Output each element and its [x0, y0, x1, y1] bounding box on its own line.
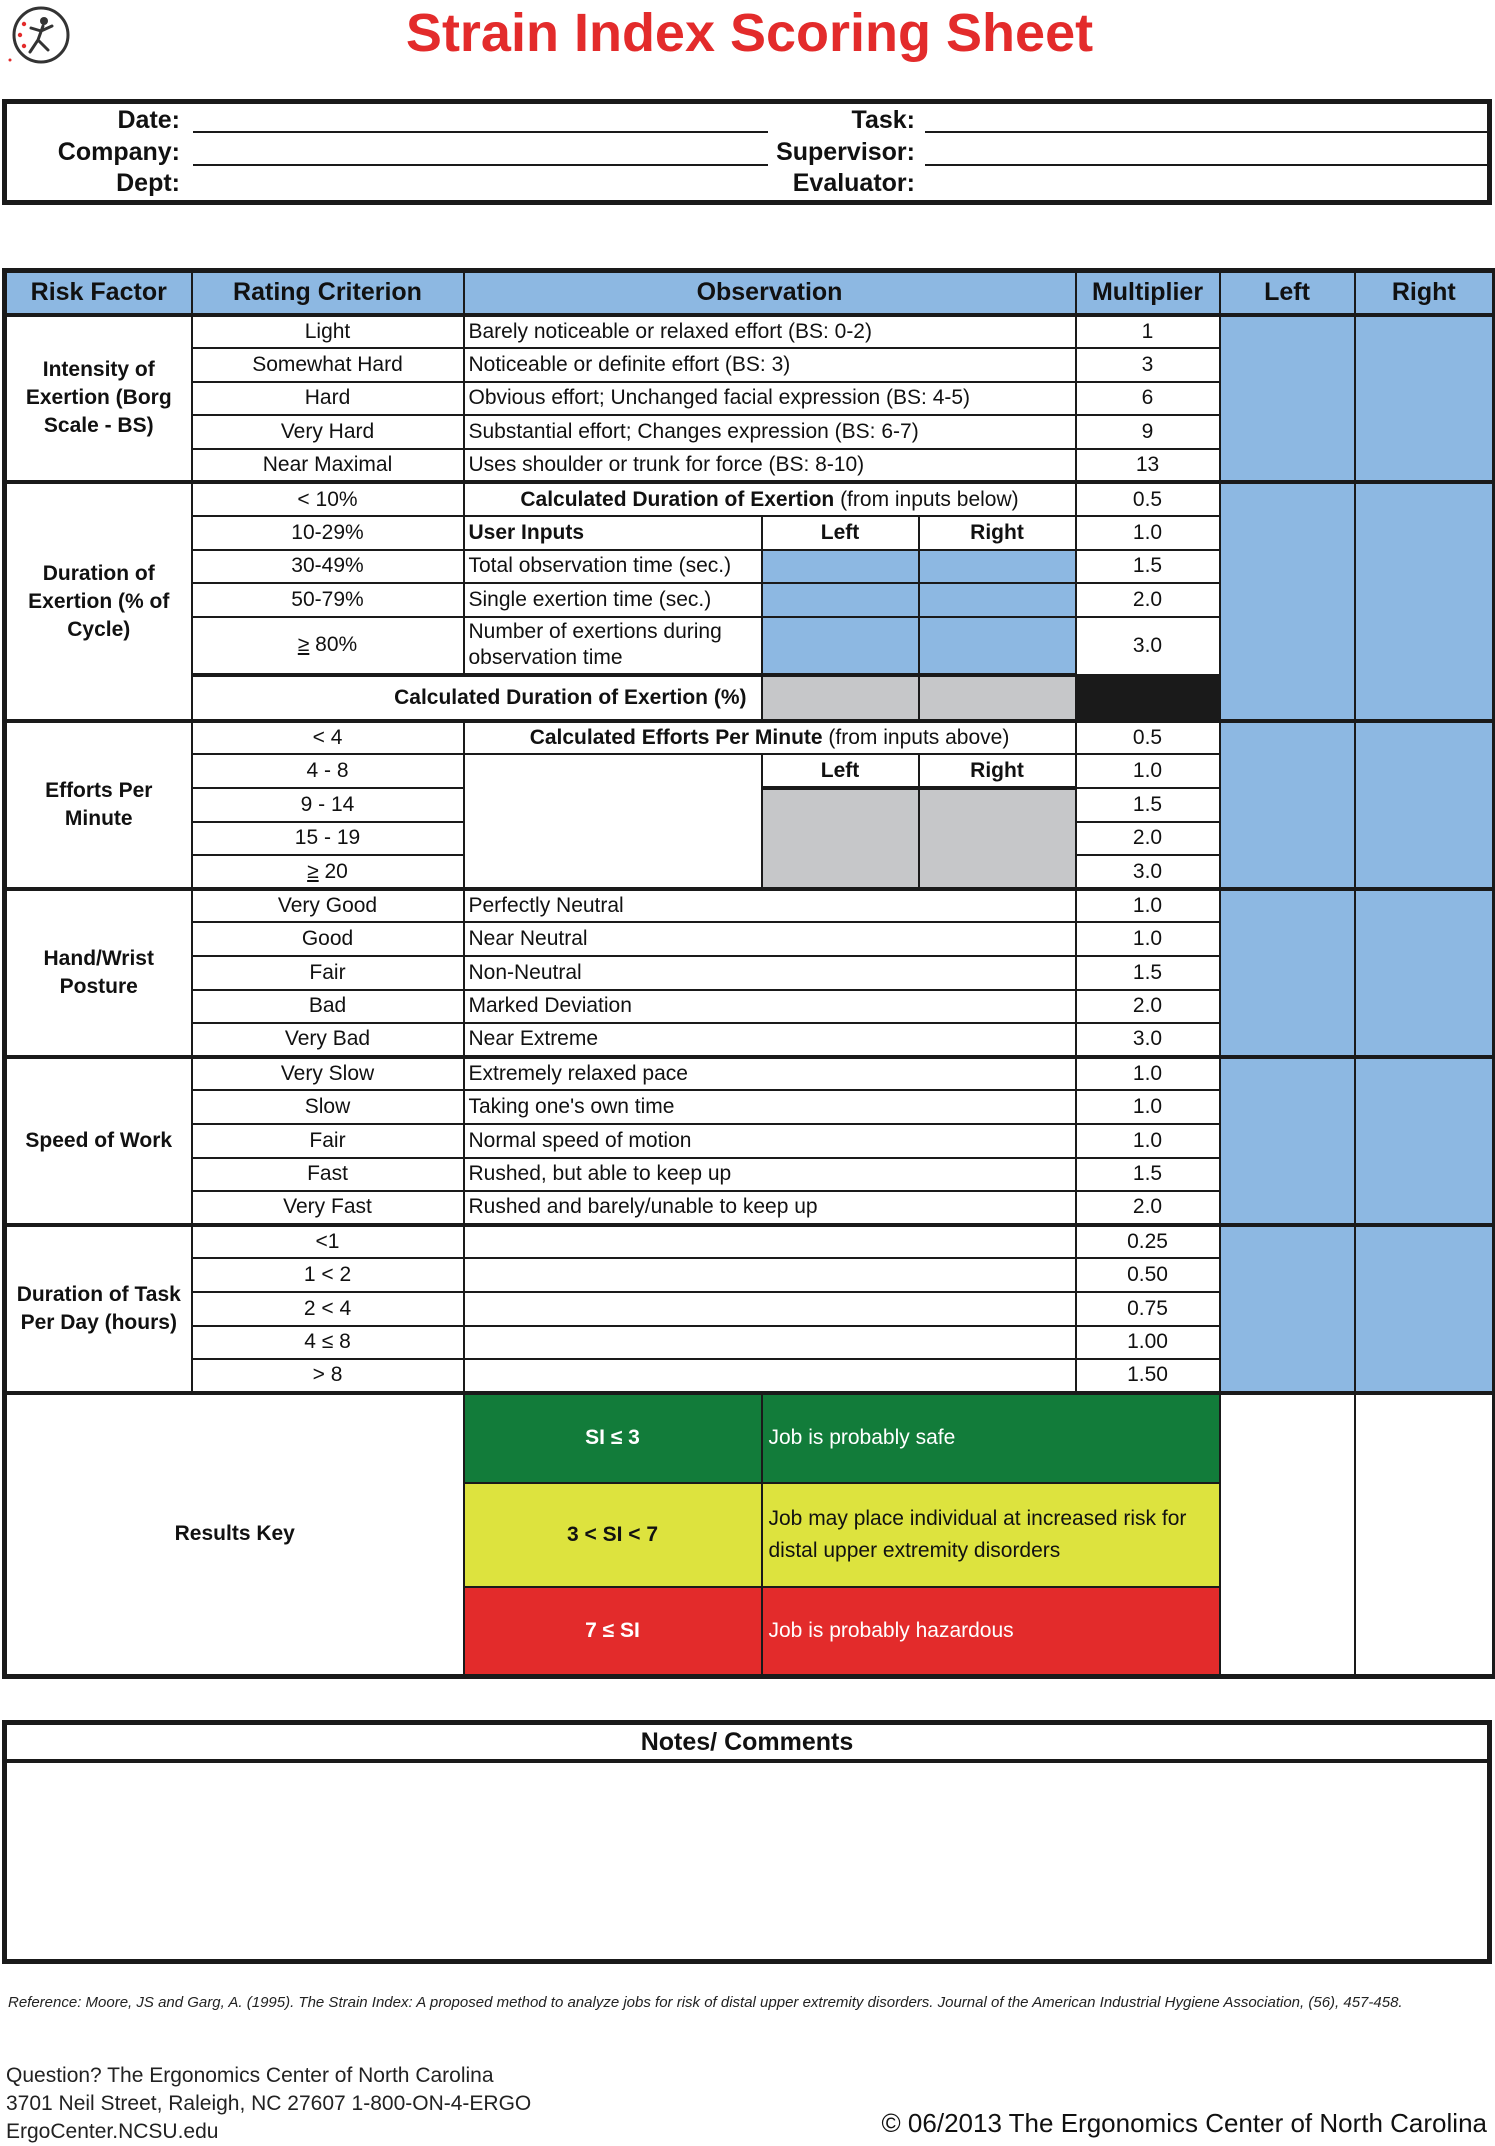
- efforts-criterion-text: < 4: [312, 726, 343, 750]
- efforts-criterion-text: 9 - 14: [300, 792, 355, 816]
- results-key-label: Results Key: [5, 1393, 464, 1677]
- duration-criterion-symbol: ≥: [297, 633, 310, 657]
- header-observation: Observation: [464, 271, 1076, 315]
- efforts-calc-right: [919, 788, 1076, 889]
- results-range-text: 7 ≤ SI: [585, 1618, 640, 1642]
- task-criterion: 2 < 4: [192, 1292, 464, 1326]
- posture-observation: Marked Deviation: [464, 990, 1076, 1024]
- info-box: [2, 99, 1492, 205]
- speed-factor: Speed of Work: [5, 1057, 192, 1225]
- duration-input-right[interactable]: [919, 583, 1076, 617]
- duration-criterion-text: 30-49%: [291, 554, 364, 578]
- speed-multiplier: 1.5: [1076, 1158, 1220, 1192]
- duration-multiplier: 1.5: [1076, 550, 1220, 584]
- user-inputs-right-label: Right: [919, 516, 1076, 550]
- contact-info: [6, 2062, 531, 2146]
- speed-multiplier: 2.0: [1076, 1191, 1220, 1225]
- task-factor: Duration of Task Per Day (hours): [5, 1225, 192, 1393]
- task-multiplier: 0.50: [1076, 1258, 1220, 1292]
- duration-multiplier: 1.0: [1076, 516, 1220, 550]
- reference-text: Reference: Moore, JS and Garg, A. (1995). The Strain Index: A proposed method to analyze jobs for risk of distal upper extremity disorders. Journal of the American Industrial Hygiene Association, (56), 457-458.: [8, 1994, 1403, 2011]
- speed-multiplier: 1.0: [1076, 1124, 1220, 1158]
- intensity-criterion: Light: [192, 315, 464, 349]
- efforts-multiplier: 3.0: [1076, 855, 1220, 889]
- duration-criterion: [192, 583, 464, 617]
- task-criterion: > 8: [192, 1359, 464, 1393]
- efforts-calc-left: [762, 788, 919, 889]
- duration-input-left[interactable]: [762, 583, 919, 617]
- posture-multiplier: 1.5: [1076, 956, 1220, 990]
- posture-criterion: Fair: [192, 956, 464, 990]
- speed-criterion: Very Slow: [192, 1057, 464, 1091]
- intensity-left-score[interactable]: [1220, 315, 1355, 483]
- posture-observation: Near Neutral: [464, 922, 1076, 956]
- duration-input-label: Total observation time (sec.): [464, 550, 762, 584]
- results-range: [464, 1393, 762, 1483]
- task-field[interactable]: [925, 131, 1490, 133]
- posture-observation: Perfectly Neutral: [464, 889, 1076, 923]
- efforts-multiplier: 0.5: [1076, 721, 1220, 755]
- posture-multiplier: 2.0: [1076, 990, 1220, 1024]
- speed-criterion: Fair: [192, 1124, 464, 1158]
- posture-multiplier: 3.0: [1076, 1023, 1220, 1057]
- table-row: [5, 1225, 1495, 1259]
- date-label: Date:: [117, 106, 180, 134]
- contact-line-2: 3701 Neil Street, Raleigh, NC 27607 1-800-ON-4-ERGO: [6, 2092, 532, 2115]
- efforts-criterion-text: 20: [318, 859, 348, 883]
- duration-input-right[interactable]: [919, 617, 1076, 675]
- posture-left-score[interactable]: [1220, 889, 1355, 1057]
- duration-calc-result-right: [919, 675, 1076, 721]
- speed-observation: Taking one's own time: [464, 1090, 1076, 1124]
- intensity-observation: Barely noticeable or relaxed effort (BS: 0-2): [464, 315, 1076, 349]
- intensity-observation: Obvious effort; Unchanged facial expression (BS: 4-5): [464, 382, 1076, 416]
- intensity-criterion: Very Hard: [192, 415, 464, 449]
- speed-criterion: Fast: [192, 1158, 464, 1192]
- intensity-multiplier: 1: [1076, 315, 1220, 349]
- duration-calc-title-rest: (from inputs below): [834, 487, 1019, 511]
- duration-multiplier: 2.0: [1076, 583, 1220, 617]
- efforts-criterion-symbol: ≥: [307, 859, 319, 883]
- table-row: [5, 1057, 1495, 1091]
- posture-multiplier: 1.0: [1076, 922, 1220, 956]
- intensity-criterion: Near Maximal: [192, 449, 464, 483]
- table-row: [5, 482, 1495, 516]
- page-title: Strain Index Scoring Sheet: [405, 3, 1094, 63]
- evaluator-label: Evaluator:: [792, 169, 915, 197]
- efforts-criterion: [192, 855, 464, 889]
- speed-multiplier: 1.0: [1076, 1057, 1220, 1091]
- results-description: Job is probably hazardous: [762, 1587, 1220, 1677]
- strain-index-table: [2, 268, 1495, 1679]
- duration-multiplier: 0.5: [1076, 482, 1220, 516]
- duration-criterion: [192, 482, 464, 516]
- intensity-multiplier: 13: [1076, 449, 1220, 483]
- posture-criterion: Very Bad: [192, 1023, 464, 1057]
- contact-line-3[interactable]: ErgoCenter.NCSU.edu: [6, 2120, 219, 2143]
- duration-criterion: [192, 516, 464, 550]
- posture-multiplier: 1.0: [1076, 889, 1220, 923]
- efforts-criterion: [192, 721, 464, 755]
- speed-right-score[interactable]: [1355, 1057, 1495, 1225]
- table-row: [5, 721, 1495, 755]
- results-range: [464, 1483, 762, 1587]
- posture-observation: Near Extreme: [464, 1023, 1076, 1057]
- speed-observation: Extremely relaxed pace: [464, 1057, 1076, 1091]
- header-left: Left: [1220, 271, 1355, 315]
- efforts-multiplier: 2.0: [1076, 822, 1220, 856]
- intensity-observation: Noticeable or definite effort (BS: 3): [464, 348, 1076, 382]
- posture-criterion: Good: [192, 922, 464, 956]
- intensity-right-score[interactable]: [1355, 315, 1495, 483]
- duration-criterion-text: < 10%: [297, 487, 358, 511]
- task-right-score[interactable]: [1355, 1225, 1495, 1393]
- task-multiplier: 0.75: [1076, 1292, 1220, 1326]
- header-right: Right: [1355, 271, 1495, 315]
- results-row: [5, 1393, 1495, 1483]
- header-rating-criterion: Rating Criterion: [192, 271, 464, 315]
- efforts-left-label: Left: [762, 754, 919, 788]
- duration-criterion-text: 50-79%: [291, 588, 364, 612]
- intensity-multiplier: 9: [1076, 415, 1220, 449]
- efforts-multiplier: 1.0: [1076, 754, 1220, 788]
- header-multiplier: Multiplier: [1076, 271, 1220, 315]
- results-description: Job is probably safe: [762, 1393, 1220, 1483]
- efforts-criterion: [192, 754, 464, 788]
- speed-multiplier: 1.0: [1076, 1090, 1220, 1124]
- posture-factor: Hand/Wrist Posture: [5, 889, 192, 1057]
- task-multiplier: 1.50: [1076, 1359, 1220, 1393]
- results-description: Job may place individual at increased risk for distal upper extremity disorders: [762, 1483, 1220, 1587]
- dept-label: Dept:: [116, 169, 180, 197]
- table-row: [5, 315, 1495, 349]
- efforts-factor: Efforts Per Minute: [5, 721, 192, 889]
- intensity-criterion: Hard: [192, 382, 464, 416]
- results-left-blank[interactable]: [1220, 1393, 1355, 1677]
- task-observation: [464, 1258, 1076, 1292]
- table-row: [5, 889, 1495, 923]
- intensity-observation: Uses shoulder or trunk for force (BS: 8-10): [464, 449, 1076, 483]
- efforts-blank: [464, 754, 762, 888]
- results-right-blank[interactable]: [1355, 1393, 1495, 1677]
- date-field[interactable]: [193, 131, 768, 133]
- duration-input-label: Single exertion time (sec.): [464, 583, 762, 617]
- efforts-calc-title-rest: (from inputs above): [822, 726, 1010, 750]
- results-range: [464, 1587, 762, 1677]
- efforts-criterion: [192, 788, 464, 822]
- results-range-text: SI ≤ 3: [585, 1426, 640, 1450]
- duration-calc-result-left: [762, 675, 919, 721]
- supervisor-field[interactable]: [925, 164, 1490, 166]
- user-inputs-label: User Inputs: [464, 516, 762, 550]
- company-label: Company:: [57, 138, 180, 166]
- efforts-right-score[interactable]: [1355, 721, 1495, 889]
- duration-calc-result-blank: [1076, 675, 1220, 721]
- results-range-text: 3 < SI < 7: [566, 1522, 659, 1546]
- duration-factor: Duration of Exertion (% of Cycle): [5, 482, 192, 720]
- duration-criterion: [192, 550, 464, 584]
- duration-criterion-text: 80%: [309, 633, 358, 657]
- duration-calc-title-bold: Calculated Duration of Exertion: [520, 487, 835, 511]
- duration-right-score[interactable]: [1355, 482, 1495, 720]
- speed-observation: Normal speed of motion: [464, 1124, 1076, 1158]
- duration-multiplier: 3.0: [1076, 617, 1220, 675]
- duration-input-label: Number of exertions during observation time: [464, 617, 762, 675]
- intensity-criterion: Somewhat Hard: [192, 348, 464, 382]
- speed-observation: Rushed and barely/unable to keep up: [464, 1191, 1076, 1225]
- task-multiplier: 0.25: [1076, 1225, 1220, 1259]
- header-risk-factor: Risk Factor: [5, 271, 192, 315]
- intensity-observation: Substantial effort; Changes expression (BS: 6-7): [464, 415, 1076, 449]
- task-observation: [464, 1225, 1076, 1259]
- duration-calc-title: [464, 482, 1076, 516]
- intensity-factor: Intensity of Exertion (Borg Scale - BS): [5, 315, 192, 483]
- duration-left-score[interactable]: [1220, 482, 1355, 720]
- task-criterion: 1 < 2: [192, 1258, 464, 1292]
- efforts-calc-title: [464, 721, 1076, 755]
- task-observation: [464, 1326, 1076, 1360]
- efforts-right-label: Right: [919, 754, 1076, 788]
- speed-left-score[interactable]: [1220, 1057, 1355, 1225]
- task-multiplier: 1.00: [1076, 1326, 1220, 1360]
- speed-criterion: Slow: [192, 1090, 464, 1124]
- duration-input-left[interactable]: [762, 550, 919, 584]
- posture-criterion: Very Good: [192, 889, 464, 923]
- task-left-score[interactable]: [1220, 1225, 1355, 1393]
- duration-criterion-text: 10-29%: [291, 520, 364, 544]
- task-observation: [464, 1292, 1076, 1326]
- efforts-calc-title-bold: Calculated Efforts Per Minute: [529, 726, 823, 750]
- copyright-text: © 06/2013 The Ergonomics Center of North Carolina: [881, 2108, 1487, 2138]
- duration-criterion: [192, 617, 464, 675]
- efforts-multiplier: 1.5: [1076, 788, 1220, 822]
- task-label: Task:: [851, 106, 915, 134]
- duration-input-left[interactable]: [762, 617, 919, 675]
- speed-observation: Rushed, but able to keep up: [464, 1158, 1076, 1192]
- efforts-criterion-text: 4 - 8: [306, 759, 349, 783]
- task-criterion: <1: [192, 1225, 464, 1259]
- user-inputs-left-label: Left: [762, 516, 919, 550]
- notes-title: Notes/ Comments: [7, 1725, 1487, 1763]
- posture-observation: Non-Neutral: [464, 956, 1076, 990]
- duration-input-right[interactable]: [919, 550, 1076, 584]
- posture-right-score[interactable]: [1355, 889, 1495, 1057]
- notes-box[interactable]: [2, 1720, 1492, 1964]
- intensity-multiplier: 3: [1076, 348, 1220, 382]
- efforts-left-score[interactable]: [1220, 721, 1355, 889]
- task-observation: [464, 1359, 1076, 1393]
- company-field[interactable]: [193, 164, 768, 166]
- speed-criterion: Very Fast: [192, 1191, 464, 1225]
- contact-line-1: Question? The Ergonomics Center of North Carolina: [6, 2064, 494, 2087]
- efforts-criterion: [192, 822, 464, 856]
- task-criterion: 4 ≤ 8: [192, 1326, 464, 1360]
- posture-criterion: Bad: [192, 990, 464, 1024]
- intensity-multiplier: 6: [1076, 382, 1220, 416]
- efforts-criterion-text: 15 - 19: [294, 826, 361, 850]
- supervisor-label: Supervisor:: [776, 138, 915, 166]
- duration-calc-result-label: Calculated Duration of Exertion (%): [192, 675, 762, 721]
- table-header-row: [5, 271, 1495, 315]
